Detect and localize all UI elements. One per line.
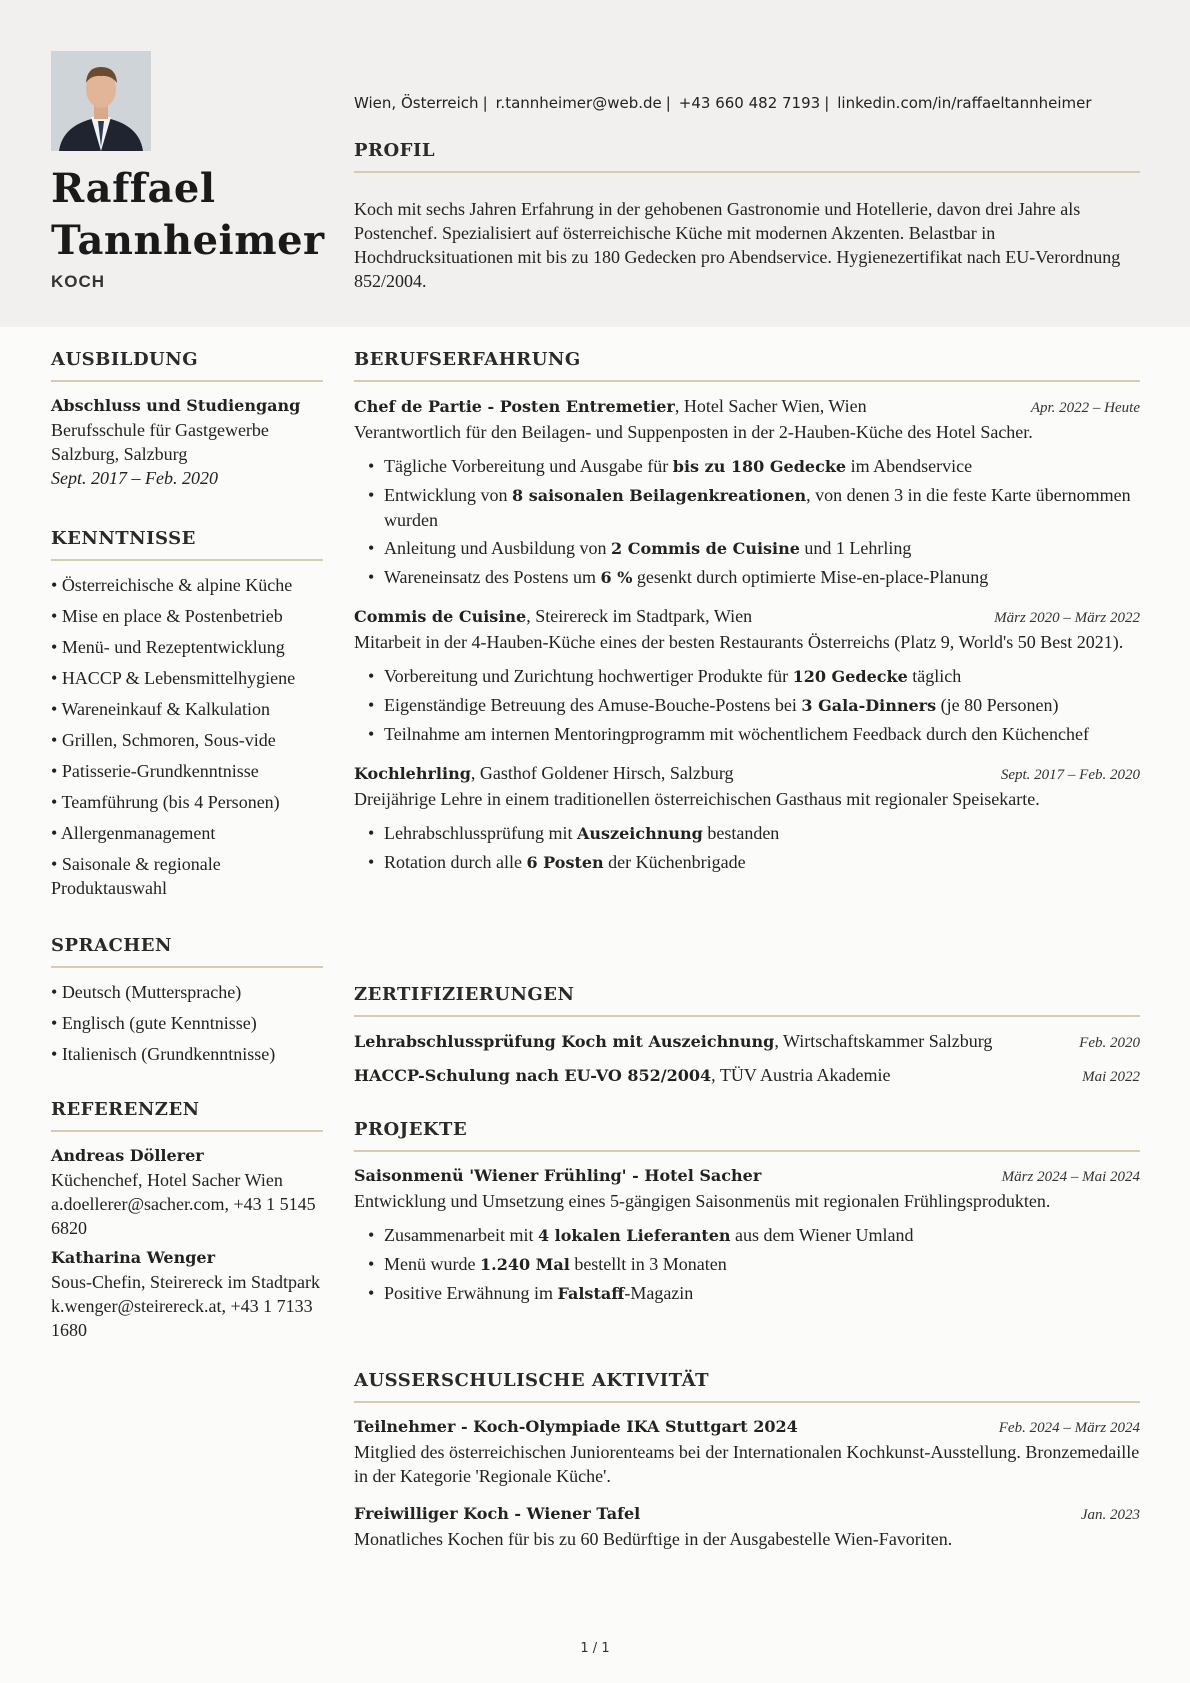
profile-text: Koch mit sechs Jahren Erfahrung in der gehobenen Gastronomie und Hotellerie, davon drei Jahre als Postenchef. Spezialisiert auf österreichische Küche mit modernen Akzenten. Belastbar in Hochdrucksituationen mit bis zu 180 Gedecken pro Abendservice. Hygienezertifikat nach EU-Verordnung 852/2004. (354, 199, 1121, 291)
list-item: • Saisonale & regionale Produktauswahl (51, 852, 323, 900)
list-item: • Teamführung (bis 4 Personen) (51, 790, 323, 814)
experience-section (354, 349, 1140, 889)
list-item: • Englisch (gute Kenntnisse) (51, 1011, 323, 1035)
list-item: • Patisserie-Grundkenntnisse (51, 759, 323, 783)
job-description: Dreijährige Lehre in einem traditionellen österreichischen Gasthaus mit regionaler Speisekarte. (354, 789, 1040, 809)
list-item: • Allergenmanagement (51, 821, 323, 845)
list-item: • Eigenständige Betreuung des Amuse-Bouche-Postens bei 3 Gala-Dinners (je 80 Personen) (384, 693, 1140, 718)
job-entry (354, 761, 1140, 875)
project-dates: März 2024 – Mai 2024 (1001, 1169, 1140, 1185)
reference-entry (51, 1144, 323, 1240)
list-item: • Lehrabschlussprüfung mit Auszeichnung bestanden (384, 821, 1140, 846)
certification-issuer: , Wirtschaftskammer Salzburg (774, 1031, 993, 1051)
activity-dates: Feb. 2024 – März 2024 (998, 1420, 1140, 1436)
list-item: • Vorbereitung und Zurichtung hochwertiger Produkte für 120 Gedecke täglich (384, 664, 1140, 689)
contact-email[interactable]: r.tannheimer@web.de (495, 94, 662, 112)
section-title: AUSBILDUNG (51, 349, 323, 382)
section-title: AUSSERSCHULISCHE AKTIVITÄT (354, 1370, 1140, 1403)
section-title: SPRACHEN (51, 935, 323, 968)
list-item: • Menü wurde 1.240 Mal bestellt in 3 Monaten (384, 1252, 1140, 1277)
job-company: , Gasthof Goldener Hirsch, Salzburg (470, 763, 734, 783)
list-item: • Entwicklung von 8 saisonalen Beilagenkreationen, von denen 3 in die feste Karte übernommen wurden (384, 483, 1140, 532)
first-name: Raffael (51, 165, 216, 212)
job-position: Commis de Cuisine (354, 607, 527, 626)
education-school: Berufsschule für Gastgewerbe Salzburg, Salzburg (51, 420, 269, 464)
list-item: • Positive Erwähnung im Falstaff-Magazin (384, 1281, 1140, 1306)
project-bullets (354, 1223, 1140, 1306)
certification-date: Feb. 2020 (1079, 1035, 1140, 1051)
job-bullets (354, 454, 1140, 590)
certification-issuer: , TÜV Austria Akademie (711, 1065, 891, 1085)
job-position: Chef de Partie - Posten Entremetier (354, 397, 675, 416)
job-description: Verantwortlich für den Beilagen- und Suppenposten in der 2-Hauben-Küche des Hotel Sacher. (354, 422, 1033, 442)
contact-line (354, 94, 1154, 112)
profile-photo (51, 51, 151, 151)
contact-linkedin[interactable]: linkedin.com/in/raffaeltannheimer (837, 94, 1092, 112)
projects-section (354, 1119, 1140, 1320)
project-description: Entwicklung und Umsetzung eines 5-gängigen Saisonmenüs mit regionalen Frühlingsprodukten. (354, 1191, 1051, 1211)
job-dates: Apr. 2022 – Heute (1030, 400, 1140, 416)
activity-entry (354, 1415, 1140, 1488)
project-entry (354, 1164, 1140, 1306)
job-entry (354, 394, 1140, 590)
activities-section (354, 1370, 1140, 1565)
activity-description: Mitglied des österreichischen Juniorenteams bei der Internationalen Kochkunst-Ausstellung. Bronzemedaille in der Kategorie 'Regionale Küche'. (354, 1442, 1140, 1486)
job-description: Mitarbeit in der 4-Hauben-Küche eines der besten Restaurants Österreichs (Platz 9, World's 50 Best 2021). (354, 632, 1124, 652)
list-item: • Mise en place & Postenbetrieb (51, 604, 323, 628)
certification-name: Lehrabschlussprüfung Koch mit Auszeichnung (354, 1032, 775, 1051)
list-item: • HACCP & Lebensmittelhygiene (51, 666, 323, 690)
contact-separator: | (665, 94, 671, 112)
list-item: • Anleitung und Ausbildung von 2 Commis de Cuisine und 1 Lehrling (384, 536, 1140, 561)
candidate-name (51, 163, 341, 267)
section-title: PROFIL (354, 140, 1140, 173)
certification-entry (354, 1029, 1140, 1055)
reference-name: Andreas Döllerer (51, 1146, 204, 1165)
reference-position: Küchenchef, Hotel Sacher Wien (51, 1170, 283, 1190)
activity-name: Teilnehmer - Koch-Olympiade IKA Stuttgart 2024 (354, 1417, 798, 1436)
profile-section (354, 140, 1140, 293)
section-title: PROJEKTE (354, 1119, 1140, 1152)
contact-separator: | (482, 94, 488, 112)
education-degree: Abschluss und Studiengang (51, 396, 301, 415)
activity-name: Freiwilliger Koch - Wiener Tafel (354, 1504, 641, 1523)
job-bullets (354, 821, 1140, 875)
list-item: • Teilnahme am internen Mentoringprogramm mit wöchentlichem Feedback durch den Küchenchef (384, 722, 1140, 747)
reference-position: Sous-Chefin, Steirereck im Stadtpark (51, 1272, 320, 1292)
list-item: • Tägliche Vorbereitung und Ausgabe für bis zu 180 Gedecke im Abendservice (384, 454, 1140, 479)
section-title: BERUFSERFAHRUNG (354, 349, 1140, 382)
contact-location: Wien, Österreich (354, 94, 479, 112)
job-role: KOCH (51, 272, 106, 291)
activity-dates: Jan. 2023 (1080, 1507, 1140, 1523)
certification-date: Mai 2022 (1082, 1069, 1140, 1085)
page-number: 1 / 1 (580, 1641, 610, 1656)
activity-entry (354, 1502, 1140, 1551)
contact-phone[interactable]: +43 660 482 7193 (678, 94, 821, 112)
languages-list (51, 980, 323, 1066)
job-position: Kochlehrling (354, 764, 471, 783)
list-item: • Rotation durch alle 6 Posten der Küchenbrigade (384, 850, 1140, 875)
list-item: • Wareneinkauf & Kalkulation (51, 697, 323, 721)
job-bullets (354, 664, 1140, 747)
list-item: • Menü- und Rezeptentwicklung (51, 635, 323, 659)
list-item: • Wareneinsatz des Postens um 6 % gesenkt durch optimierte Mise-en-place-Planung (384, 565, 1140, 590)
reference-contact: k.wenger@steirereck.at, +43 1 7133 1680 (51, 1296, 313, 1340)
job-dates: März 2020 – März 2022 (994, 610, 1140, 626)
last-name: Tannheimer (51, 217, 325, 264)
reference-entry (51, 1246, 323, 1342)
list-item: • Grillen, Schmoren, Sous-vide (51, 728, 323, 752)
skills-list (51, 573, 323, 900)
education-section (51, 349, 323, 490)
certification-name: HACCP-Schulung nach EU-VO 852/2004 (354, 1066, 712, 1085)
reference-name: Katharina Wenger (51, 1248, 216, 1267)
section-title: ZERTIFIZIERUNGEN (354, 984, 1140, 1017)
list-item: • Italienisch (Grundkenntnisse) (51, 1042, 323, 1066)
list-item: • Deutsch (Muttersprache) (51, 980, 323, 1004)
list-item: • Zusammenarbeit mit 4 lokalen Lieferanten aus dem Wiener Umland (384, 1223, 1140, 1248)
activity-description: Monatliches Kochen für bis zu 60 Bedürftige in der Ausgabestelle Wien-Favoriten. (354, 1529, 953, 1549)
job-dates: Sept. 2017 – Feb. 2020 (1000, 767, 1140, 783)
project-name: Saisonmenü 'Wiener Frühling' - Hotel Sacher (354, 1166, 762, 1185)
education-dates: Sept. 2017 – Feb. 2020 (51, 468, 218, 488)
skills-section (51, 528, 323, 907)
certifications-section (354, 984, 1140, 1097)
job-entry (354, 604, 1140, 747)
section-title: REFERENZEN (51, 1099, 323, 1132)
section-title: KENNTNISSE (51, 528, 323, 561)
job-company: , Steirereck im Stadtpark, Wien (526, 606, 753, 626)
references-section (51, 1099, 323, 1342)
certification-entry (354, 1063, 1140, 1089)
languages-section (51, 935, 323, 1073)
list-item: • Österreichische & alpine Küche (51, 573, 323, 597)
contact-separator: | (824, 94, 830, 112)
reference-contact: a.doellerer@sacher.com, +43 1 5145 6820 (51, 1194, 316, 1238)
job-company: , Hotel Sacher Wien, Wien (674, 396, 867, 416)
